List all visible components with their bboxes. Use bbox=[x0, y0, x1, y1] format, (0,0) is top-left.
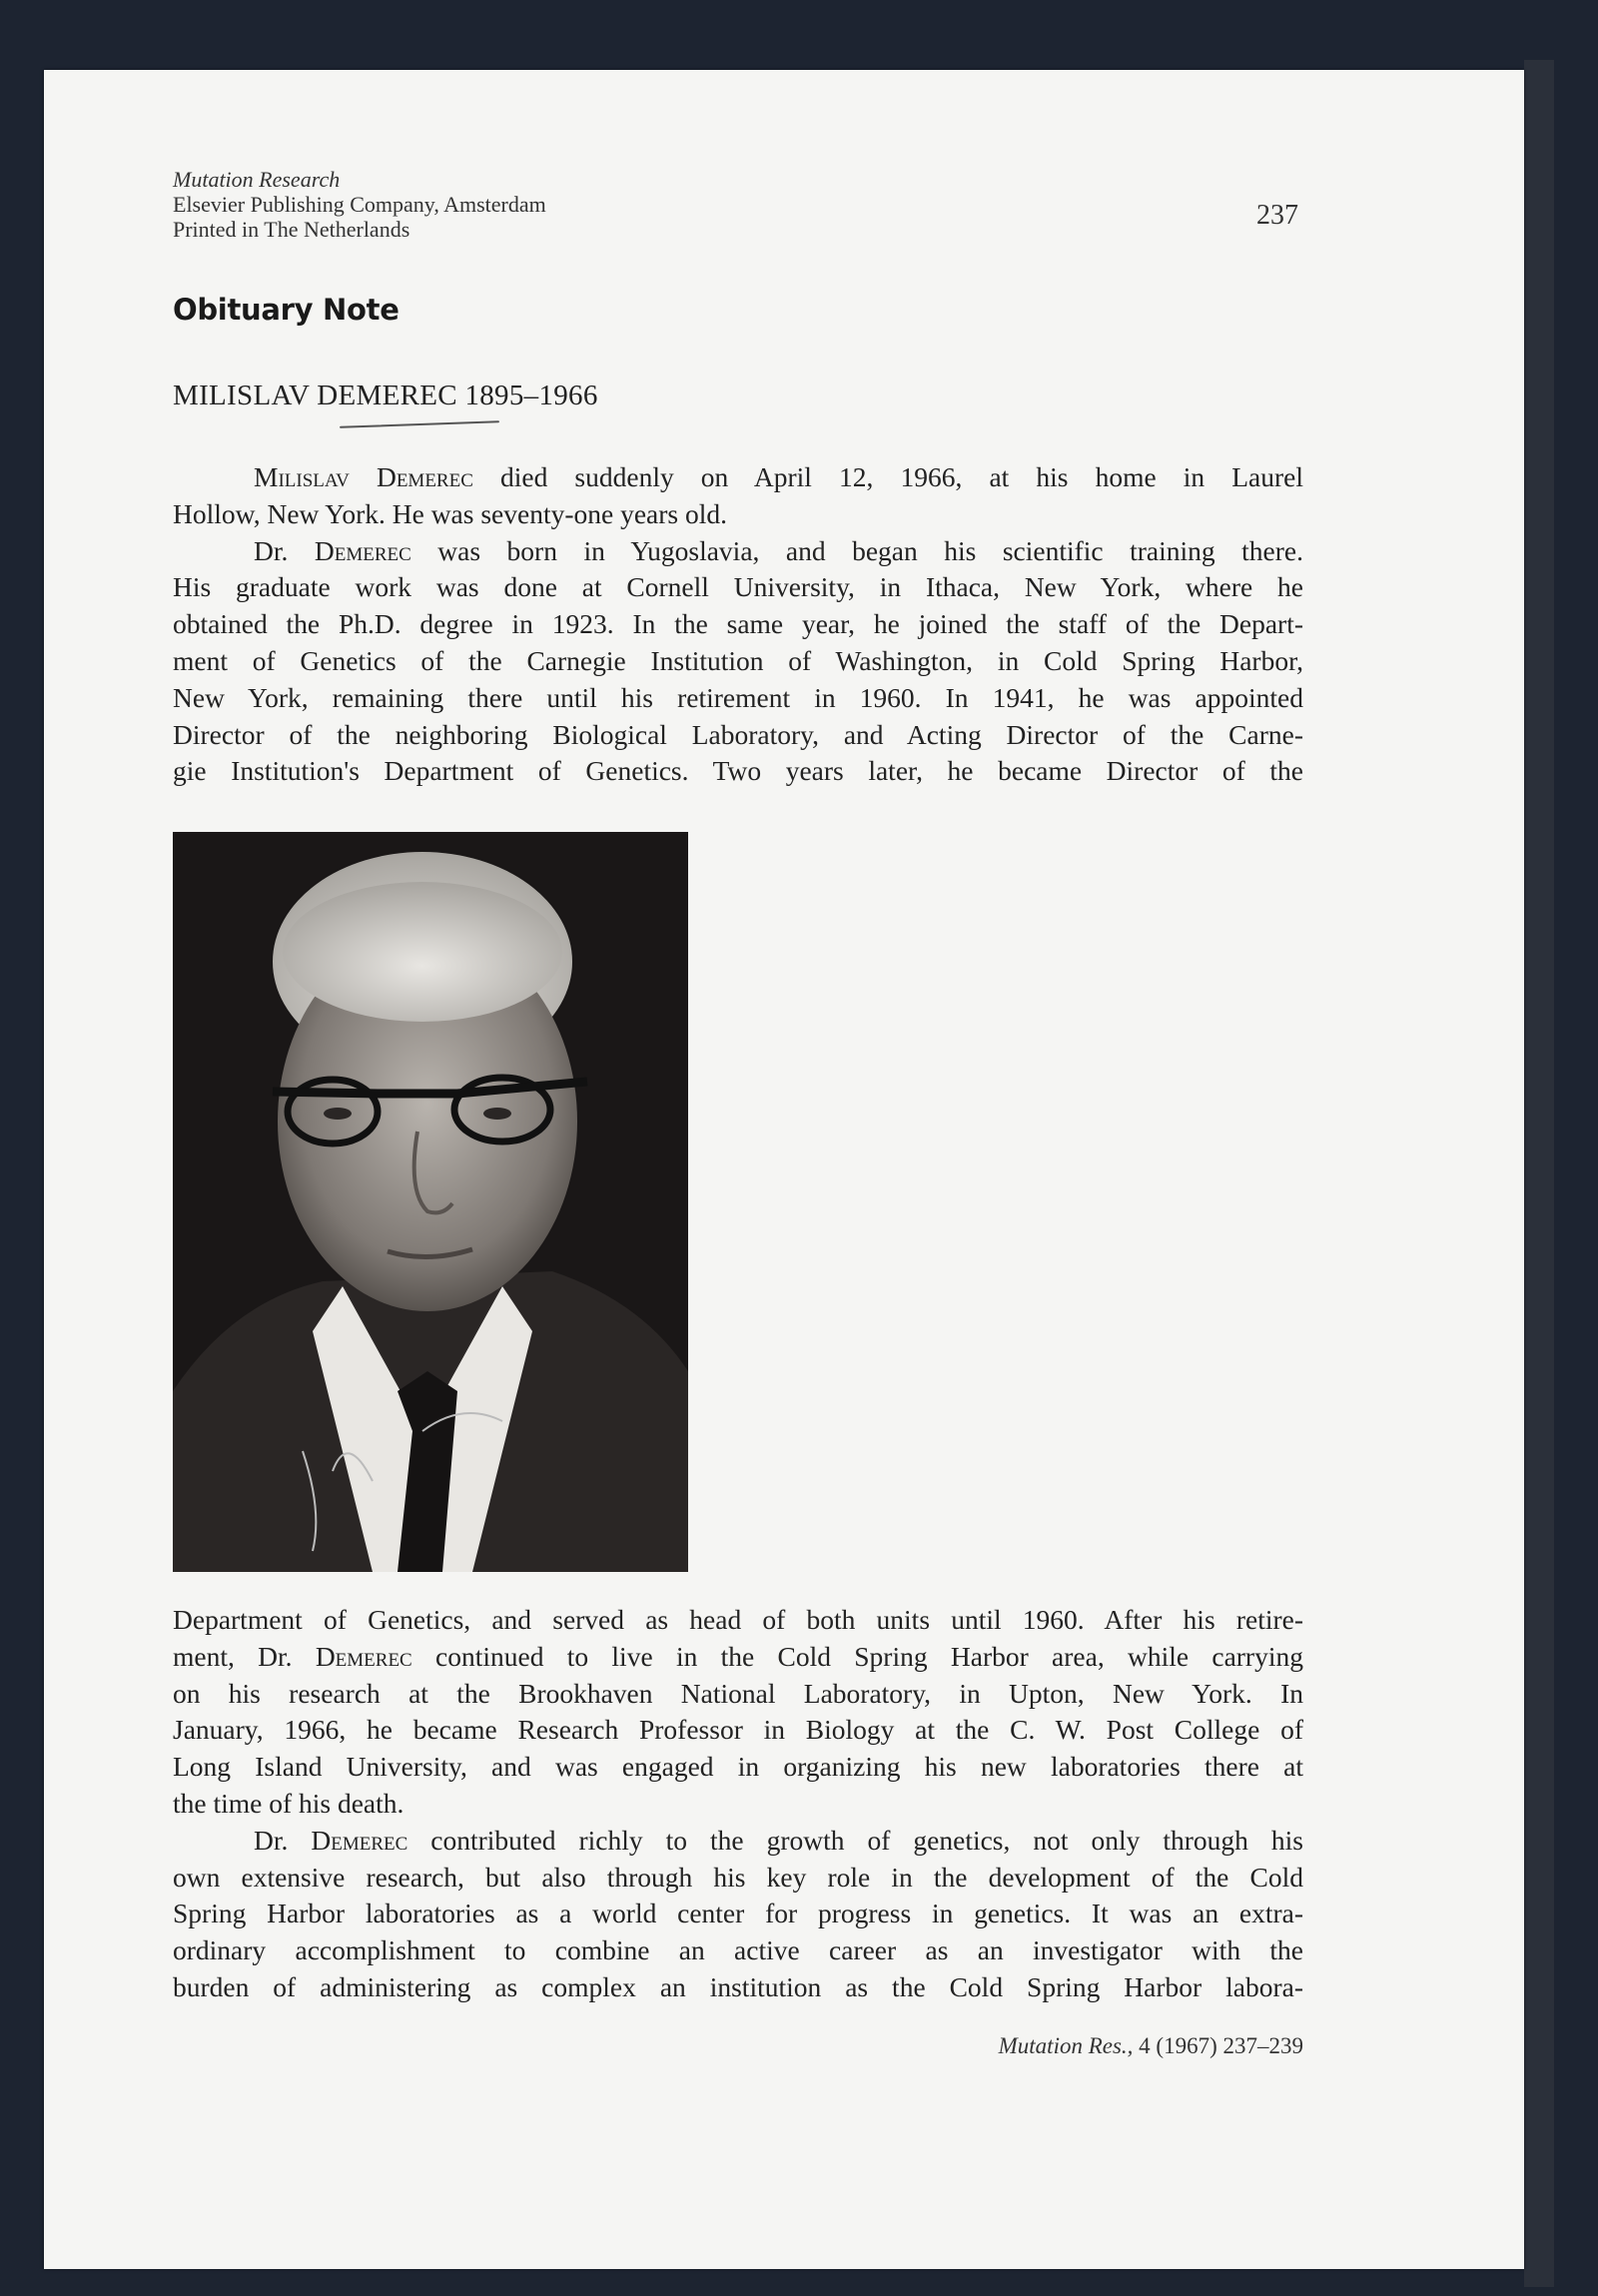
text-line bbox=[173, 1602, 1303, 1639]
text-line bbox=[173, 1712, 1303, 1749]
text-segment: Department of Genetics, and served as head of both units until 1960. After his retire- bbox=[173, 1604, 1303, 1635]
text-segment: Dr. bbox=[254, 534, 315, 566]
body-text-top bbox=[173, 459, 1303, 790]
text-segment: burden of administering as complex an institution as the Cold Spring Harbor labora- bbox=[173, 1970, 1303, 2002]
text-segment: on his research at the Brookhaven National Laboratory, in Upton, New York. In bbox=[173, 1677, 1303, 1709]
printed-in: Printed in The Netherlands bbox=[173, 217, 410, 242]
text-segment: ment, Dr. bbox=[173, 1640, 316, 1672]
journal-abbrev: Mutation Res., bbox=[998, 2033, 1134, 2058]
text-segment: gie Institution's Department of Genetics. Two years later, he became Director of the bbox=[173, 755, 1303, 787]
body-text-bottom bbox=[173, 1602, 1303, 2006]
page-number: 237 bbox=[1256, 200, 1298, 231]
text-segment: died suddenly on April 12, 1966, at his home in Laurel bbox=[472, 461, 1304, 492]
text-line bbox=[173, 1969, 1303, 2006]
publisher: Elsevier Publishing Company, Amsterdam bbox=[173, 192, 546, 217]
text-line bbox=[173, 643, 1303, 680]
text-segment: Hollow, New York. He was seventy-one years old. bbox=[173, 497, 727, 529]
small-caps-name: Demerec bbox=[314, 534, 411, 566]
text-line bbox=[173, 1823, 1303, 1860]
text-line bbox=[173, 1786, 1303, 1823]
text-line bbox=[173, 1932, 1303, 1969]
text-segment: His graduate work was done at Cornell University, in Ithaca, New York, where he bbox=[173, 571, 1303, 603]
text-line bbox=[173, 496, 1303, 533]
text-segment: obtained the Ph.D. degree in 1923. In the same year, he joined the staff of the Depart- bbox=[173, 608, 1303, 640]
text-segment: continued to live in the Cold Spring Harbor area, while carrying bbox=[411, 1640, 1303, 1672]
citation: 4 (1967) 237–239 bbox=[1133, 2033, 1303, 2058]
text-segment: was born in Yugoslavia, and began his scientific training there. bbox=[410, 534, 1303, 566]
text-segment: contributed richly to the growth of genetics, not only through his bbox=[407, 1824, 1304, 1856]
text-segment: ment of Genetics of the Carnegie Institution of Washington, in Cold Spring Harbor, bbox=[173, 644, 1303, 676]
journal-name: Mutation Research bbox=[173, 167, 341, 192]
background-edge bbox=[1524, 60, 1554, 2287]
text-line bbox=[173, 753, 1303, 790]
small-caps-name: Milislav Demerec bbox=[254, 461, 473, 492]
text-line bbox=[173, 1639, 1303, 1676]
text-line bbox=[173, 569, 1303, 606]
citation-footer bbox=[999, 2033, 1303, 2059]
text-line bbox=[173, 1896, 1303, 1932]
text-line bbox=[173, 1676, 1303, 1713]
portrait-photo bbox=[173, 832, 688, 1572]
text-segment: Director of the neighboring Biological Laboratory, and Acting Director of the Carne- bbox=[173, 718, 1303, 750]
text-segment: Long Island University, and was engaged in organizing his new laboratories there at bbox=[173, 1751, 1303, 1783]
text-line bbox=[173, 1749, 1303, 1786]
text-segment: ordinary accomplishment to combine an active career as an investigator with the bbox=[173, 1934, 1303, 1966]
text-line bbox=[173, 533, 1303, 570]
text-line bbox=[173, 606, 1303, 643]
text-segment: own extensive research, but also through his key role in the development of the Cold bbox=[173, 1861, 1303, 1893]
small-caps-name: Demerec bbox=[311, 1824, 408, 1856]
text-segment: Dr. bbox=[254, 1824, 312, 1856]
text-segment: the time of his death. bbox=[173, 1787, 404, 1819]
text-line bbox=[173, 717, 1303, 754]
name-heading: MILISLAV DEMEREC 1895–1966 bbox=[173, 380, 598, 411]
section-title: Obituary Note bbox=[173, 293, 400, 327]
small-caps-name: Demerec bbox=[315, 1640, 412, 1672]
text-line bbox=[173, 680, 1303, 717]
journal-header bbox=[173, 167, 546, 242]
text-line bbox=[173, 1860, 1303, 1897]
text-segment: New York, remaining there until his retirement in 1960. In 1941, he was appointed bbox=[173, 681, 1303, 713]
text-segment: Spring Harbor laboratories as a world center for progress in genetics. It was an extra- bbox=[173, 1898, 1303, 1929]
portrait-image bbox=[173, 832, 688, 1572]
text-line bbox=[173, 459, 1303, 496]
text-segment: January, 1966, he became Research Professor in Biology at the C. W. Post College of bbox=[173, 1714, 1303, 1746]
